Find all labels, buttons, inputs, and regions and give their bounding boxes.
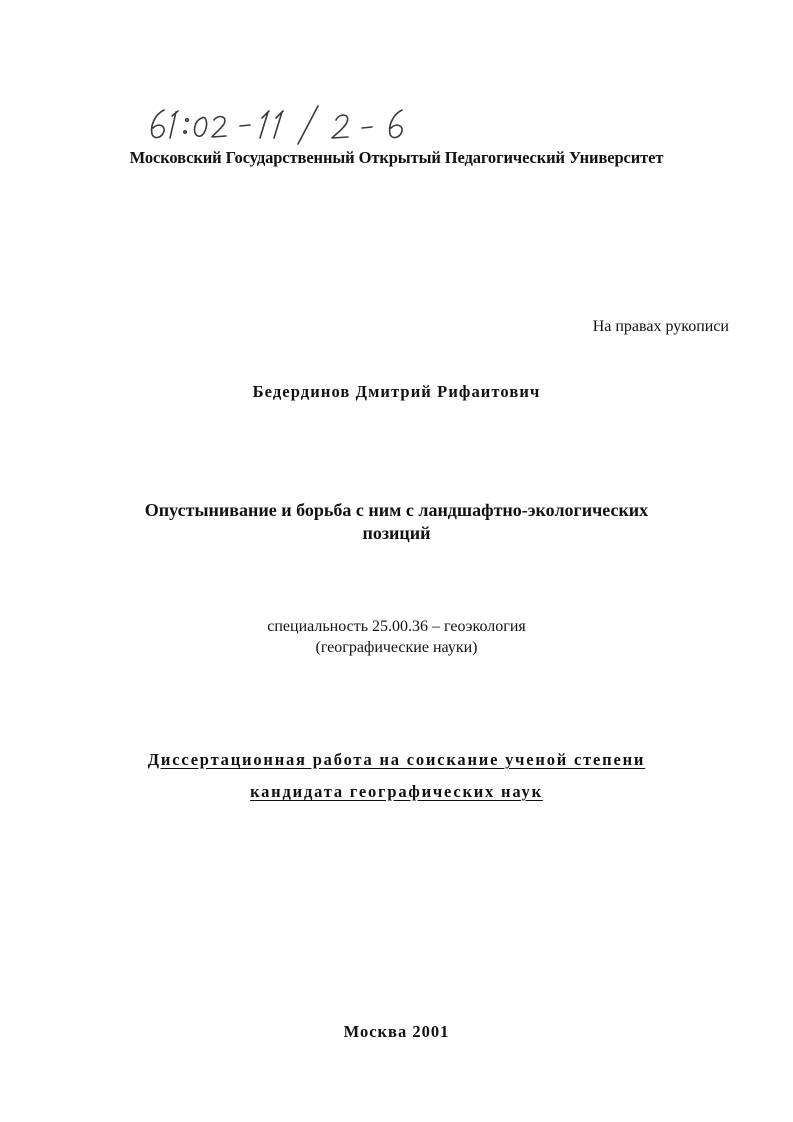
specialty-line-1: специальность 25.00.36 – геоэкология: [267, 618, 526, 635]
title-line-2: позиций: [362, 523, 431, 543]
dissertation-degree-statement: [0, 744, 793, 808]
manuscript-rights-note: На правах рукописи: [592, 318, 729, 335]
specialty-block: [0, 616, 793, 658]
handwritten-catalog-number: [140, 98, 480, 148]
title-line-1: Опустынивание и борьба с ним с ландшафтно-экологических: [144, 500, 649, 520]
degree-line-1: Диссертационная работа на соискание ученой степени: [147, 750, 646, 769]
specialty-line-2: (географические науки): [315, 639, 478, 656]
city-and-year: Москва 2001: [343, 1022, 450, 1041]
handwritten-note-image: [140, 98, 480, 148]
author-name: Бедердинов Дмитрий Рифаитович: [252, 382, 541, 401]
university-name: Московский Государственный Открытый Педагогический Университет: [129, 148, 664, 167]
dissertation-title: [80, 499, 713, 545]
degree-line-2: кандидата географических наук: [250, 782, 543, 801]
